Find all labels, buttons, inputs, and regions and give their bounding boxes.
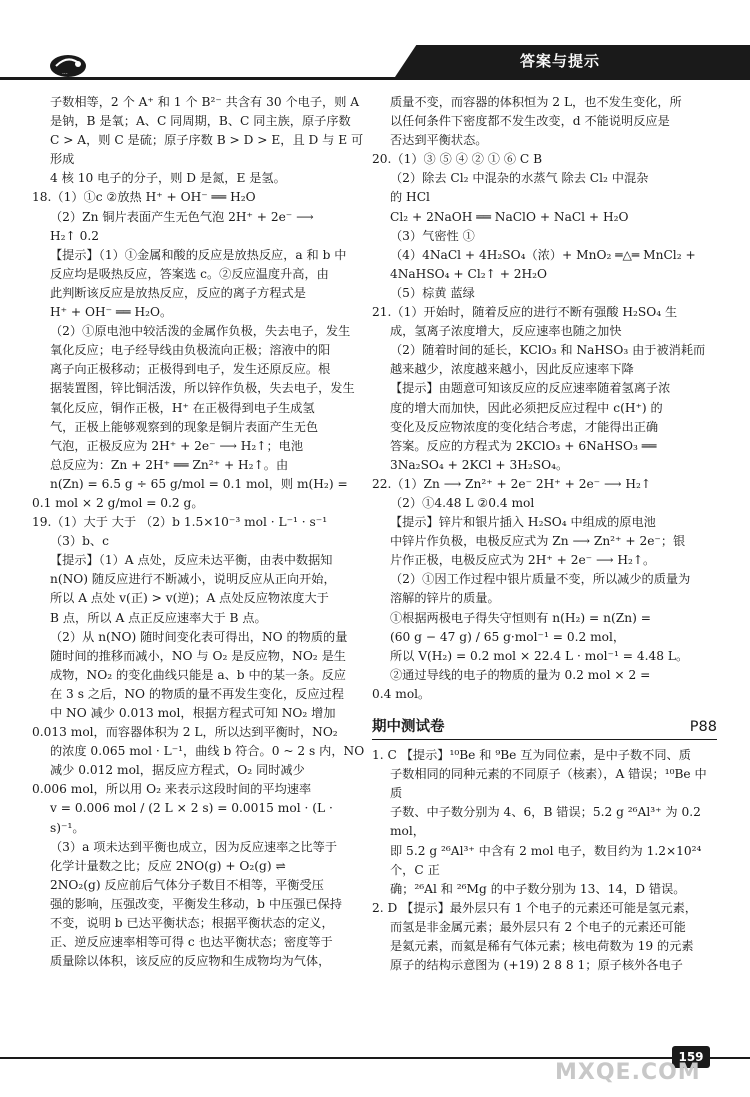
text-line: 4NaHSO₄ + Cl₂↑ + 2H₂O	[390, 266, 548, 281]
text-line: 1. C 【提示】¹⁰Be 和 ⁹Be 互为同位素，是中子数不同、质	[372, 748, 691, 763]
text-line: 确；²⁶Al 和 ²⁶Mg 的中子数分别为 13、14，D 错误。	[390, 881, 686, 896]
text-line: （2）从 n(NO) 随时间变化表可得出，NO 的物质的量	[50, 629, 348, 644]
text-line: 2. D 【提示】最外层只有 1 个电子的元素还可能是氢元素，	[372, 900, 697, 915]
text-line: n(NO) 随反应进行不断减小，说明反应从正向开始，	[50, 572, 336, 587]
text-line: 20.（1）③ ⑤ ④ ② ① ⑥ C B	[372, 152, 543, 167]
text-line: H⁺ + OH⁻ ══ H₂O。	[50, 305, 173, 320]
text-line: B 点，所以 A 点正反应速率大于 B 点。	[50, 610, 267, 625]
text-line: 是氦元素，而氦是稀有气体元素；核电荷数为 19 的元素	[390, 939, 694, 954]
left-column	[32, 93, 365, 971]
text-line: n(Zn) = 6.5 g ÷ 65 g/mol = 0.1 mol，则 m(H₂) =	[50, 476, 348, 491]
text-line: （3）a 项未达到平衡也成立，因为反应速率之比等于	[50, 839, 338, 854]
text-line: （2）Zn 铜片表面产生无色气泡 2H⁺ + 2e⁻ ⟶	[50, 209, 314, 224]
text-line: 化学计量数之比；反应 2NO(g) + O₂(g) ⇌	[50, 858, 286, 873]
header-title: 答案与提示	[519, 52, 600, 70]
text-line: 不变，说明 b 已达平衡状态；根据平衡状态的定义，	[50, 916, 334, 931]
watermark: MXQE.COM	[555, 1060, 701, 1085]
text-line: 22.（1）Zn ⟶ Zn²⁺ + 2e⁻ 2H⁺ + 2e⁻ ⟶ H₂↑	[372, 476, 652, 491]
text-line: （2）除去 Cl₂ 中混杂的水蒸气 除去 Cl₂ 中混杂	[390, 171, 649, 186]
text-line: 成，氢离子浓度增大，反应速率也随之加快	[390, 324, 622, 339]
text-line: 的 HCl	[390, 190, 430, 205]
text-line: 【提示】（1）A 点处，反应未达平衡，由表中数据知	[50, 553, 333, 568]
text-line: 即 5.2 g ²⁶Al³⁺ 中含有 2 mol 电子，数目约为 1.2×10²⁴ 个，C 正	[390, 843, 702, 877]
text-line: 减少 0.012 mol，据反应方程式，O₂ 同时减少	[50, 763, 305, 778]
text-line: 质量除以体积，该反应的反应物和生成物均为气体，	[50, 954, 331, 969]
svg-text:...: ...	[62, 69, 68, 76]
publisher-logo	[48, 50, 108, 80]
text-line: ②通过导线的电子的物质的量为 0.2 mol × 2 =	[390, 667, 651, 682]
section-title: 期中测试卷	[372, 719, 445, 735]
page-number: 159	[672, 1046, 710, 1068]
text-line: 是钠，B 是氧；A、C 同周期，B、C 同主族，原子序数	[50, 114, 351, 129]
text-line: 2NO₂(g) 反应前后气体分子数目不相等，平衡受压	[50, 877, 324, 892]
text-line: （3）气密性 ①	[390, 228, 475, 243]
text-line: 溶解的锌片的质量。	[390, 591, 500, 606]
text-line: 气泡，正极反应为 2H⁺ + 2e⁻ ⟶ H₂↑；电池	[50, 438, 304, 453]
text-line: 【提示】锌片和银片插入 H₂SO₄ 中组成的原电池	[390, 515, 656, 530]
text-line: 答案。反应的方程式为 2KClO₃ + 6NaHSO₃ ══	[390, 438, 657, 453]
right-column	[372, 93, 717, 975]
text-line: （2）①原电池中较活泼的金属作负极，失去电子，发生	[50, 324, 351, 339]
text-line: 子数相同的同种元素的不同原子（核素），A 错误；¹⁰Be 中质	[390, 767, 707, 801]
text-line: 以任何条件下密度都不发生改变，d 不能说明反应是	[390, 114, 670, 129]
text-line: C > A，则 C 是硫；原子序数 B > D > E，且 D 与 E 可形成	[50, 133, 364, 167]
text-line: 度的增大而加快，因此必须把反应过程中 c(H⁺) 的	[390, 400, 663, 415]
text-line: 据装置图，锌比铜活泼，所以锌作负极，失去电子，发生	[50, 381, 355, 396]
text-line: 质量不变，而容器的体积恒为 2 L，也不发生变化，所	[390, 95, 682, 109]
text-line: 此判断该反应是放热反应，反应的离子方程式是	[50, 285, 306, 300]
text-line: 中锌片作负极，电极反应式为 Zn ⟶ Zn²⁺ + 2e⁻；银	[390, 534, 686, 549]
text-line: 0.1 mol × 2 g/mol = 0.2 g。	[32, 495, 204, 510]
text-line: 而氢是非金属元素；最外层只有 2 个电子的元素还可能	[390, 919, 686, 934]
text-line: v = 0.006 mol / (2 L × 2 s) = 0.0015 mol · (L · s)⁻¹。	[50, 801, 333, 835]
text-line: 成物，NO₂ 的变化曲线只能是 a、b 中的某一条。反应	[50, 667, 346, 682]
section-page-ref: P88	[689, 719, 717, 735]
text-line: （2）随着时间的延长，KClO₃ 和 NaHSO₃ 由于被消耗而	[390, 343, 706, 358]
text-line: 0.006 mol，所以用 O₂ 来表示这段时间的平均速率	[32, 782, 312, 797]
text-line: 的浓度 0.065 mol · L⁻¹，曲线 b 符合。0 ~ 2 s 内，NO	[50, 744, 365, 759]
text-line: 反应均是吸热反应，答案选 c。②反应温度升高，由	[50, 266, 329, 281]
text-line: （2）①4.48 L ②0.4 mol	[390, 495, 535, 510]
text-line: （3）b、c	[50, 534, 109, 549]
text-line: 中 NO 减少 0.013 mol，根据方程式可知 NO₂ 增加	[50, 706, 336, 720]
text-line: H₂↑ 0.2	[50, 228, 99, 243]
text-line: 在 3 s 之后，NO 的物质的量不再发生变化，反应过程	[50, 686, 344, 701]
text-line: 离子向正极移动；正极得到电子，发生还原反应。根	[50, 362, 331, 377]
text-line: 19.（1）大于 大于 （2）b 1.5×10⁻³ mol · L⁻¹ · s⁻¹	[32, 515, 328, 530]
text-line: (60 g − 47 g) / 65 g·mol⁻¹ = 0.2 mol，	[390, 629, 626, 644]
text-line: 所以 V(H₂) = 0.2 mol × 22.4 L · mol⁻¹ = 4.48 L。	[390, 648, 689, 663]
text-line: 氧化反应；电子经导线由负极流向正极；溶液中的阳	[50, 343, 331, 358]
text-line: 21.（1）开始时，随着反应的进行不断有强酸 H₂SO₄ 生	[372, 305, 678, 320]
text-line: 【提示】（1）①金属和酸的反应是放热反应，a 和 b 中	[50, 247, 347, 262]
text-line: 正、逆反应速率相等可得 c 也达平衡状态；密度等于	[50, 935, 333, 950]
text-line: Cl₂ + 2NaOH ══ NaClO + NaCl + H₂O	[390, 209, 629, 224]
text-line: 越来越少，浓度越来越小，因此反应速率下降	[390, 362, 634, 377]
header-rule	[0, 77, 750, 80]
section-heading	[372, 718, 717, 740]
footer-rule	[0, 1057, 750, 1059]
text-line: 否达到平衡状态。	[390, 133, 488, 148]
text-line: 【提示】由题意可知该反应的反应速率随着氢离子浓	[390, 381, 671, 396]
page-header	[0, 0, 750, 92]
text-line: （2）①因工作过程中银片质量不变，所以减少的质量为	[390, 572, 691, 587]
text-line: 原子的结构示意图为 (+19) 2 8 8 1；原子核外各电子	[390, 958, 683, 973]
text-line: 0.4 mol。	[372, 686, 431, 701]
text-line: 0.013 mol，而容器体积为 2 L，所以达到平衡时，NO₂	[32, 725, 338, 740]
text-line: 片作正极，电极反应式为 2H⁺ + 2e⁻ ⟶ H₂↑。	[390, 553, 656, 568]
text-line: 随时间的推移而减小，NO 与 O₂ 是反应物，NO₂ 是生	[50, 648, 346, 663]
text-line: 氧化反应，铜作正极，H⁺ 在正极得到电子生成氢	[50, 400, 315, 415]
text-line: 总反应为：Zn + 2H⁺ ══ Zn²⁺ + H₂↑。由	[50, 457, 289, 472]
text-line: 变化及反应物浓度的变化结合考虑，才能得出正确	[390, 419, 659, 434]
text-line: 子数、中子数分别为 4、6，B 错误；5.2 g ²⁶Al³⁺ 为 0.2 mol，	[390, 805, 701, 839]
text-line: （4）4NaCl + 4H₂SO₄（浓）+ MnO₂ ═△═ MnCl₂ +	[390, 247, 696, 262]
text-line: （5）棕黄 蓝绿	[390, 285, 475, 300]
text-line: 3Na₂SO₄ + 2KCl + 3H₂SO₄。	[390, 457, 569, 472]
text-line: 18.（1）①c ②放热 H⁺ + OH⁻ ══ H₂O	[32, 190, 256, 205]
text-line: 4 核 10 电子的分子，则 D 是氮，E 是氢。	[50, 171, 286, 186]
text-line: 气，正极上能够观察到的现象是铜片表面产生无色	[50, 419, 319, 434]
text-line: 子数相等，2 个 A⁺ 和 1 个 B²⁻ 共含有 30 个电子，则 A	[50, 95, 360, 109]
text-line: 所以 A 点处 v(正) > v(逆)；A 点处反应物浓度大于	[50, 591, 329, 606]
text-line: 强的影响，压强改变，平衡发生移动，b 中压强已保持	[50, 896, 342, 911]
text-line: ①根据两极电子得失守恒则有 n(H₂) = n(Zn) =	[390, 610, 651, 625]
